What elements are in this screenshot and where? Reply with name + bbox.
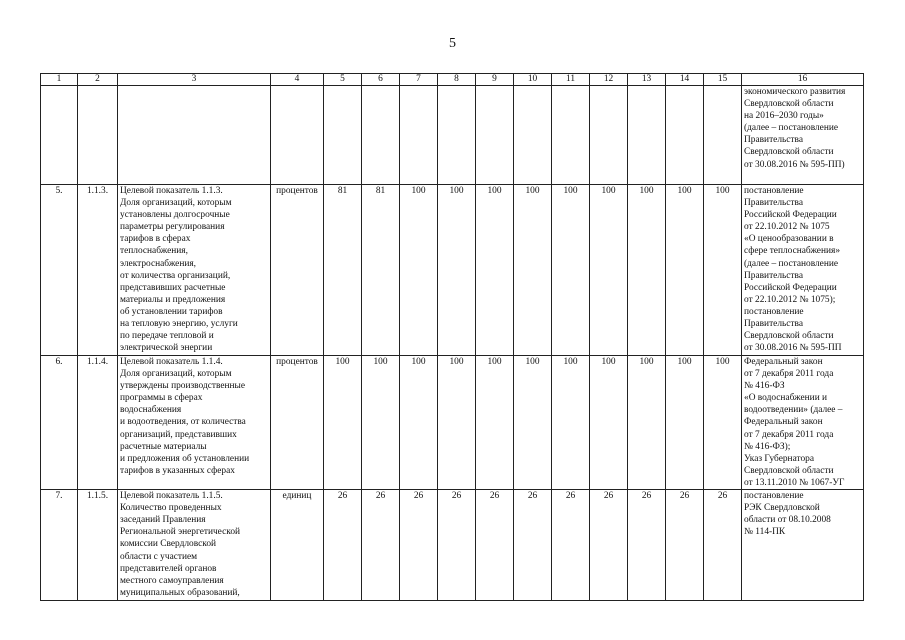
value-cell: 100 (666, 356, 704, 490)
value-cell: 26 (552, 490, 590, 601)
value-cell (476, 86, 514, 185)
value-cell (438, 86, 476, 185)
page-number: 5 (449, 36, 456, 51)
value-cell: 100 (514, 185, 552, 356)
value-cell: 100 (704, 356, 742, 490)
table-row (41, 490, 864, 601)
header-cell: 9 (476, 74, 514, 86)
indicator-code-cell: 1.1.3. (78, 185, 118, 356)
value-cell: 100 (476, 185, 514, 356)
unit-cell (271, 86, 324, 185)
value-cell: 100 (552, 185, 590, 356)
header-cell: 6 (362, 74, 400, 86)
header-cell: 13 (628, 74, 666, 86)
unit-cell: единиц (271, 490, 324, 601)
value-cell: 81 (362, 185, 400, 356)
value-cell: 100 (552, 356, 590, 490)
value-cell: 26 (704, 490, 742, 601)
row-number-cell: 6. (41, 356, 78, 490)
value-cell (362, 86, 400, 185)
value-cell: 100 (514, 356, 552, 490)
value-cell: 100 (590, 356, 628, 490)
header-row (41, 74, 864, 86)
value-cell: 100 (476, 356, 514, 490)
unit-cell: процентов (271, 356, 324, 490)
value-cell: 26 (590, 490, 628, 601)
indicator-name-cell: Целевой показатель 1.1.3. Доля организаций, которым установлены долгосрочные параметры регулирования тарифов в сферах теплоснабжения, электроснабжения, от количества организаций, представивших расчетные материалы и предложения об установлении тарифов на тепловую энергию, услуги по передаче тепловой и электрической энергии (118, 185, 271, 356)
value-cell (666, 86, 704, 185)
header-cell: 1 (41, 74, 78, 86)
value-cell (400, 86, 438, 185)
value-cell: 100 (628, 356, 666, 490)
indicator-code-cell: 1.1.4. (78, 356, 118, 490)
value-cell: 26 (438, 490, 476, 601)
legal-basis-cell: экономического развития Свердловской области на 2016–2030 годы» (далее – постановление Правительства Свердловской области от 30.08.2016 № 595-ПП) (742, 86, 864, 185)
header-cell: 10 (514, 74, 552, 86)
value-cell (590, 86, 628, 185)
value-cell: 26 (324, 490, 362, 601)
header-cell: 14 (666, 74, 704, 86)
value-cell: 100 (400, 185, 438, 356)
value-cell: 26 (628, 490, 666, 601)
value-cell (552, 86, 590, 185)
header-cell: 5 (324, 74, 362, 86)
table-row (41, 356, 864, 490)
indicator-code-cell (78, 86, 118, 185)
row-number-cell: 5. (41, 185, 78, 356)
value-cell: 26 (666, 490, 704, 601)
header-cell: 7 (400, 74, 438, 86)
row-number-cell (41, 86, 78, 185)
header-cell: 15 (704, 74, 742, 86)
header-cell: 2 (78, 74, 118, 86)
indicator-code-cell: 1.1.5. (78, 490, 118, 601)
value-cell: 100 (704, 185, 742, 356)
indicator-name-cell: Целевой показатель 1.1.5. Количество проведенных заседаний Правления Региональной энергетической комиссии Свердловской области с участием представителей органов местного самоуправления муниципальных образований, (118, 490, 271, 601)
header-cell: 3 (118, 74, 271, 86)
value-cell: 100 (400, 356, 438, 490)
value-cell: 26 (476, 490, 514, 601)
table-row (41, 86, 864, 185)
legal-basis-cell: постановление Правительства Российской Федерации от 22.10.2012 № 1075 «О ценообразовании в сфере теплоснабжения» (далее – постановление Правительства Российской Федерации от 22.10.2012 № 1075); постановление Правительства Свердловской области от 30.08.2016 № 595-ПП (742, 185, 864, 356)
value-cell: 100 (666, 185, 704, 356)
unit-cell: процентов (271, 185, 324, 356)
value-cell: 26 (362, 490, 400, 601)
value-cell: 26 (400, 490, 438, 601)
value-cell: 100 (628, 185, 666, 356)
header-cell: 11 (552, 74, 590, 86)
indicators-table (40, 73, 864, 601)
header-cell: 8 (438, 74, 476, 86)
value-cell (704, 86, 742, 185)
header-cell: 4 (271, 74, 324, 86)
value-cell (628, 86, 666, 185)
value-cell: 100 (362, 356, 400, 490)
row-number-cell: 7. (41, 490, 78, 601)
value-cell (514, 86, 552, 185)
header-cell: 12 (590, 74, 628, 86)
value-cell: 100 (438, 185, 476, 356)
value-cell: 81 (324, 185, 362, 356)
legal-basis-cell: Федеральный закон от 7 декабря 2011 года № 416-ФЗ «О водоснабжении и водоотведении» (далее – Федеральный закон от 7 декабря 2011 года № 416-ФЗ); Указ Губернатора Свердловской области от 13.11.2010 № 1067-УГ (742, 356, 864, 490)
value-cell: 100 (590, 185, 628, 356)
indicator-name-cell: Целевой показатель 1.1.4. Доля организаций, которым утверждены производственные программы в сферах водоснабжения и водоотведения, от количества организаций, представивших расчетные материалы и предложения об установлении тарифов в указанных сферах (118, 356, 271, 490)
value-cell: 100 (438, 356, 476, 490)
legal-basis-cell: постановление РЭК Свердловской области от 08.10.2008 № 114-ПК (742, 490, 864, 601)
indicator-name-cell (118, 86, 271, 185)
value-cell (324, 86, 362, 185)
table-row (41, 185, 864, 356)
value-cell: 100 (324, 356, 362, 490)
header-cell: 16 (742, 74, 864, 86)
value-cell: 26 (514, 490, 552, 601)
